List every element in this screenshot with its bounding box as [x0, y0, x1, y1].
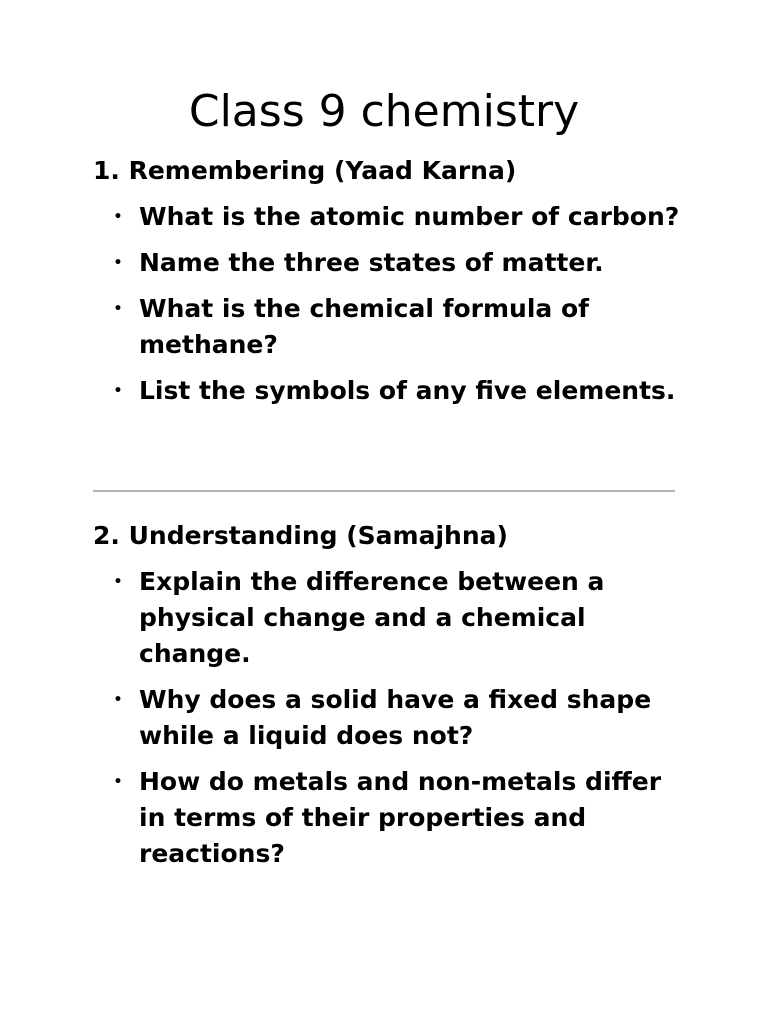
question-item [93, 245, 683, 281]
question-text: How do metals and non-metals differ in terms of their properties and reactions? [139, 767, 662, 868]
question-item [93, 373, 683, 409]
section-understanding [93, 518, 683, 872]
question-text: What is the atomic number of carbon? [139, 202, 680, 231]
bullet-icon: • [113, 255, 123, 271]
bullet-icon: • [113, 301, 123, 317]
question-item [93, 564, 683, 672]
question-list [93, 564, 683, 872]
question-text: What is the chemical formula of methane? [139, 294, 590, 359]
question-text: List the symbols of any five elements. [139, 376, 676, 405]
question-item [93, 764, 683, 872]
question-text: Why does a solid have a fixed shape while a liquid does not? [139, 685, 652, 750]
bullet-icon: • [113, 383, 123, 399]
section-remembering [93, 153, 683, 409]
page-title: Class 9 chemistry [188, 86, 580, 137]
question-text: Name the three states of matter. [139, 248, 604, 277]
question-item [93, 199, 683, 235]
question-list [93, 199, 683, 409]
question-text: Explain the difference between a physical change and a chemical change. [139, 567, 605, 668]
bullet-icon: • [113, 692, 123, 708]
bullet-icon: • [113, 209, 123, 225]
bullet-icon: • [113, 574, 123, 590]
section-heading: 2. Understanding (Samajhna) [93, 521, 508, 550]
question-item [93, 291, 683, 363]
section-heading: 1. Remembering (Yaad Karna) [93, 156, 517, 185]
question-item [93, 682, 683, 754]
bullet-icon: • [113, 774, 123, 790]
section-divider [93, 490, 675, 492]
